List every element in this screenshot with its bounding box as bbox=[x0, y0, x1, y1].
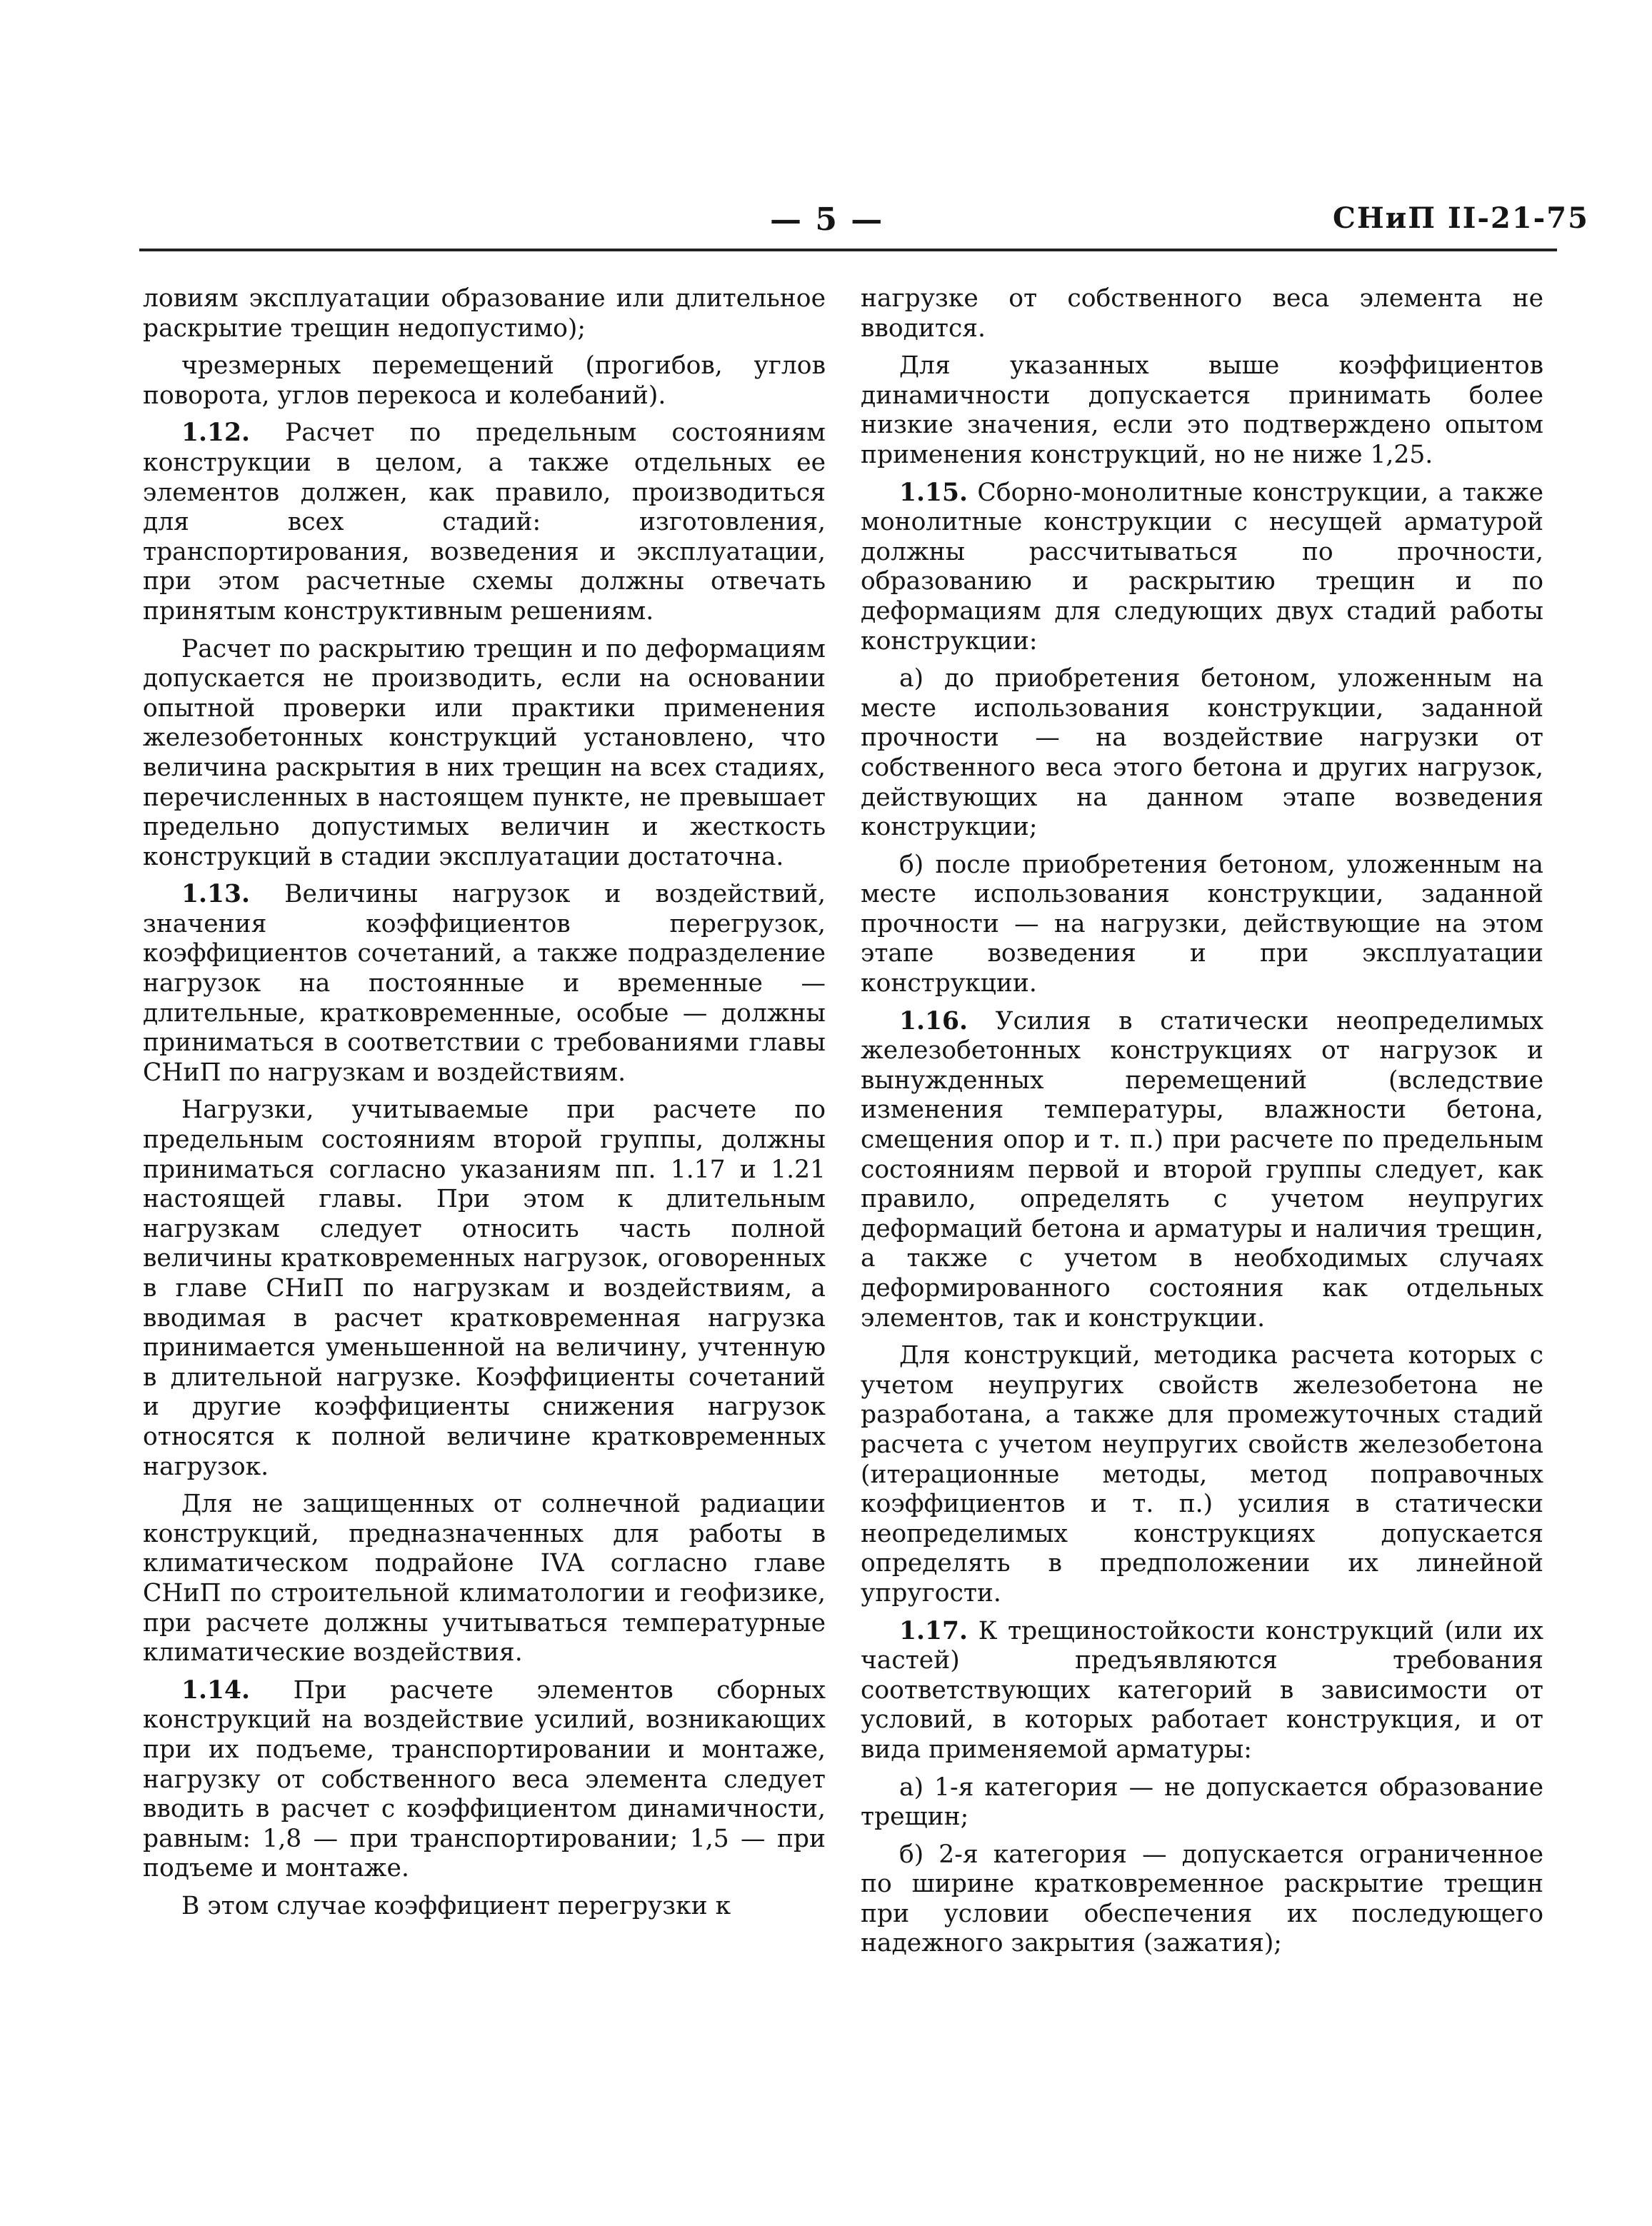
paragraph bbox=[143, 1490, 826, 1668]
paragraph-text: чрезмерных перемещений (прогибов, углов поворота, углов перекоса и колебаний). bbox=[143, 351, 826, 410]
clause-1-12 bbox=[143, 418, 826, 626]
document-code: СНиП II-21-75 bbox=[1333, 201, 1589, 235]
clause-number: 1.15. bbox=[899, 478, 968, 507]
paragraph-text: Расчет по раскрытию трещин и по деформациям допускается не производить, если на основании опытной проверки или практики применения железобетонных конструкций установлено, что величина раскрытия в них трещин на всех стадиях, перечисленных в настоящем пункте, не превышает предельно допустимых величин и жесткость конструкций в стадии эксплуатации достаточна. bbox=[143, 634, 826, 871]
clause-number: 1.12. bbox=[181, 418, 251, 448]
paragraph-text: Для указанных выше коэффициентов динамичности допускается принимать более низкие значения, если это подтверждено опытом применения конструкций, но не ниже 1,25. bbox=[861, 351, 1543, 469]
paragraph-text: При расчете элементов сборных конструкций на воздействие усилий, возникающих при их подъеме, транспортировании и монтаже, нагрузку от собственного веса элемента следует вводить в расчет с коэффициентом динамичности, равным: 1,8 — при транспортировании; 1,5 — при подъеме и монтаже. bbox=[143, 1675, 826, 1883]
left-column bbox=[143, 284, 826, 1929]
paragraph-text: К трещиностойкости конструкций (или их частей) предъявляются требования соответствующих категорий в зависимости от условий, в которых работает конструкция, и от вида применяемой арматуры: bbox=[861, 1616, 1543, 1764]
paragraph-text: Расчет по предельным состояниям конструкции в целом, а также отдельных ее элементов должен, как правило, производиться для всех стадий: изготовления, транспортирования, возведения и эксплуатации, при этом расчетные схемы должны отвечать принятым конструктивным решениям. bbox=[143, 418, 826, 626]
clause-number: 1.16. bbox=[899, 1006, 968, 1036]
paragraph-text: б) 2-я категория — допускается ограниченное по ширине кратковременное раскрытие трещин при условии обеспечения их последующего надежного закрытия (зажатия); bbox=[861, 1840, 1543, 1958]
paragraph bbox=[861, 351, 1543, 470]
list-item bbox=[861, 1840, 1543, 1959]
clause-1-14 bbox=[143, 1676, 826, 1884]
paragraph bbox=[143, 284, 826, 344]
paragraph-text: Усилия в статически неопределимых железобетонных конструкциях от нагрузок и вынужденных перемещений (вследствие изменения температуры, влажности бетона, смещения опор и т. п.) при расчете по предельным состояниям первой и второй группы следует, как правило, определять с учетом неупругих деформаций бетона и арматуры и наличия трещин, а также с учетом в необходимых случаях деформированного состояния как отдельных элементов, так и конструкции. bbox=[861, 1006, 1543, 1333]
clause-number: 1.17. bbox=[899, 1616, 968, 1645]
clause-number: 1.13. bbox=[181, 880, 251, 909]
paragraph-text: нагрузке от собственного веса элемента не вводится. bbox=[861, 284, 1543, 343]
paragraph bbox=[143, 1892, 826, 1922]
paragraph-text: Величины нагрузок и воздействий, значения коэффициентов перегрузок, коэффициентов сочетаний, а также подразделение нагрузок на постоянные и временные — длительные, кратковременные, особые — должны приниматься в соответствии с требованиями главы СНиП по нагрузкам и воздействиям. bbox=[143, 880, 826, 1087]
paragraph bbox=[143, 351, 826, 411]
paragraph-text: а) 1-я категория — не допускается образование трещин; bbox=[861, 1773, 1543, 1832]
paragraph bbox=[143, 1096, 826, 1482]
paragraph bbox=[861, 1341, 1543, 1608]
paragraph-text: б) после приобретения бетоном, уложенным на месте использования конструкции, заданной прочности — на нагрузки, действующие на этом этапе возведения и при эксплуатации конструкции. bbox=[861, 850, 1543, 998]
paragraph-text: Сборно-монолитные конструкции, а также монолитные конструкции с несущей арматурой должны рассчитываться по прочности, образованию и раскрытию трещин и по деформациям для следующих двух стадий работы конструкции: bbox=[861, 478, 1543, 656]
paragraph-text: ловиям эксплуатации образование или длительное раскрытие трещин недопустимо); bbox=[143, 284, 826, 343]
list-item bbox=[861, 851, 1543, 999]
clause-1-13 bbox=[143, 880, 826, 1088]
paragraph bbox=[143, 635, 826, 873]
paragraph-text: Для конструкций, методика расчета которых с учетом неупругих свойств железобетона не разработана, а также для промежуточных стадий расчета с учетом неупругих свойств железобетона (итерационные методы, метод поправочных коэффициентов и т. п.) усилия в статически неопределимых конструкциях допускается определять в предположении их линейной упругости. bbox=[861, 1341, 1543, 1608]
header-rule bbox=[139, 249, 1557, 251]
clause-1-17 bbox=[861, 1617, 1543, 1765]
list-item bbox=[861, 664, 1543, 843]
page-number: — 5 — bbox=[770, 201, 884, 238]
clause-1-16 bbox=[861, 1007, 1543, 1334]
paragraph bbox=[861, 284, 1543, 344]
paragraph-text: В этом случае коэффициент перегрузки к bbox=[181, 1891, 731, 1920]
paragraph-text: Для не защищенных от солнечной радиации конструкций, предназначенных для работы в климатическом подрайоне IVA согласно главе СНиП по строительной климатологии и геофизике, при расчете должны учитываться температурные климатические воздействия. bbox=[143, 1490, 826, 1668]
paragraph-text: Нагрузки, учитываемые при расчете по предельным состояниям второй группы, должны приниматься согласно указаниям пп. 1.17 и 1.21 настоящей главы. При этом к длительным нагрузкам следует относить часть полной величины кратковременных нагрузок, оговоренных в главе СНиП по нагрузкам и воздействиям, а вводимая в расчет кратковременная нагрузка принимается уменьшенной на величину, учтенную в длительной нагрузке. Коэффициенты сочетаний и другие коэффициенты снижения нагрузок относятся к полной величине кратковременных нагрузок. bbox=[143, 1096, 826, 1481]
right-column bbox=[861, 284, 1543, 1967]
clause-1-15 bbox=[861, 478, 1543, 657]
clause-number: 1.14. bbox=[181, 1675, 251, 1705]
paragraph-text: а) до приобретения бетоном, уложенным на месте использования конструкции, заданной прочности — на воздействие нагрузки от собственного веса этого бетона и других нагрузок, действующих на данном этапе возведения конструкции; bbox=[861, 664, 1543, 842]
list-item bbox=[861, 1773, 1543, 1833]
